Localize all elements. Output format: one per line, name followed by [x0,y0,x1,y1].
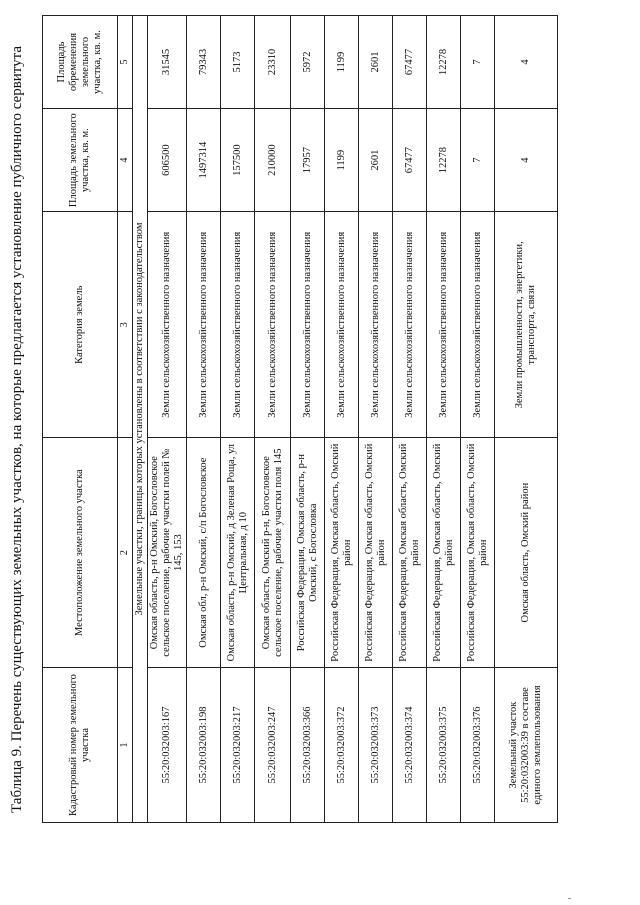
cell-location: Российская Федерация, Омская область, Омский район [393,438,427,668]
header-cadastral: Кадастровый номер земельного участка [43,668,118,823]
cell-area: 606500 [148,109,187,212]
table-row [359,16,393,823]
cell-encumbrance: 2601 [359,16,393,109]
column-number: 4 [118,109,133,212]
cell-cadastral: 55:20:032003:375 [427,668,461,823]
table-row [427,16,461,823]
cell-encumbrance: 31545 [148,16,187,109]
table-row [393,16,427,823]
header-area: Площадь земельного участка, кв. м. [43,109,118,212]
table-row [221,16,255,823]
table-header-row [43,16,118,823]
cell-encumbrance: 5972 [291,16,325,109]
cell-cadastral: 55:20:032003:372 [325,668,359,823]
cell-location: Российская Федерация, Омская область, Омский район [461,438,495,668]
cell-cadastral: Земельный участок 55:20:032003:39 в составе единого землепользования [495,668,558,823]
cell-location: Российская Федерация, Омская область, Омский район [427,438,461,668]
table-row [325,16,359,823]
cell-location: Российская Федерация, Омская область, р-н Омский, с Богословка [291,438,325,668]
cell-category: Земли сельскохозяйственного назначения [291,212,325,438]
cell-category: Земли сельскохозяйственного назначения [148,212,187,438]
column-number: 5 [118,16,133,109]
land-plots-table [42,15,558,823]
column-number: 3 [118,212,133,438]
table-caption: Таблица 9. Перечень существующих земельных участков, на которые предлагается установление публичного сервитута [9,45,25,813]
header-location: Местоположение земельного участка [43,438,118,668]
cell-location: Омская область, Омский район [495,438,558,668]
scan-speck [568,898,571,899]
cell-category: Земли сельскохозяйственного назначения [393,212,427,438]
cell-category: Земли сельскохозяйственного назначения [461,212,495,438]
cell-cadastral: 55:20:032003:366 [291,668,325,823]
cell-area: 67477 [393,109,427,212]
cell-location: Омская область, р-н Омский, д Зеленая Роща, ул Центральная, д 10 [221,438,255,668]
table-row [291,16,325,823]
cell-area: 2601 [359,109,393,212]
cell-encumbrance: 12278 [427,16,461,109]
cell-encumbrance: 67477 [393,16,427,109]
cell-category: Земли сельскохозяйственного назначения [221,212,255,438]
cell-encumbrance: 23310 [255,16,291,109]
cell-category: Земли сельскохозяйственного назначения [255,212,291,438]
cell-category: Земли сельскохозяйственного назначения [359,212,393,438]
cell-encumbrance: 4 [495,16,558,109]
cell-cadastral: 55:20:032003:247 [255,668,291,823]
cell-area: 4 [495,109,558,212]
cell-location: Омская область, Омский р-н, Богословское сельское поселение, рабочие участки поля 145 [255,438,291,668]
table-row [495,16,558,823]
cell-location: Омская обл, р-н Омский, с/п Богословское [187,438,221,668]
cell-area: 157500 [221,109,255,212]
cell-cadastral: 55:20:032003:376 [461,668,495,823]
cell-area: 12278 [427,109,461,212]
header-category: Категория земель [43,212,118,438]
cell-area: 1497314 [187,109,221,212]
table-row [148,16,187,823]
table-row [255,16,291,823]
column-number-row [118,16,133,823]
cell-area: 17957 [291,109,325,212]
header-encumbrance: Площадь обременения земельного участка, кв. м. [43,16,118,109]
cell-category: Земли промышленности, энергетики, транспорта, связи [495,212,558,438]
section-row [133,16,148,823]
table-row [187,16,221,823]
column-number: 2 [118,438,133,668]
cell-encumbrance: 1199 [325,16,359,109]
cell-cadastral: 55:20:032003:374 [393,668,427,823]
cell-cadastral: 55:20:032003:198 [187,668,221,823]
cell-encumbrance: 5173 [221,16,255,109]
section-title: Земельные участки, границы которых установлены в соответствии с законодательством [133,16,148,823]
cell-category: Земли сельскохозяйственного назначения [187,212,221,438]
cell-category: Земли сельскохозяйственного назначения [427,212,461,438]
table-row [461,16,495,823]
cell-category: Земли сельскохозяйственного назначения [325,212,359,438]
column-number: 1 [118,668,133,823]
cell-location: Российская Федерация, Омская область, Омский район [359,438,393,668]
cell-encumbrance: 79343 [187,16,221,109]
cell-cadastral: 55:20:032003:217 [221,668,255,823]
cell-area: 210000 [255,109,291,212]
cell-location: Омская область, р-н Омский, Богословское сельское поселение, рабочие участки полей № 145, 153 [148,438,187,668]
cell-location: Российская Федерация, Омская область, Омский район [325,438,359,668]
cell-encumbrance: 7 [461,16,495,109]
cell-area: 1199 [325,109,359,212]
cell-area: 7 [461,109,495,212]
cell-cadastral: 55:20:032003:373 [359,668,393,823]
cell-cadastral: 55:20:032003:167 [148,668,187,823]
